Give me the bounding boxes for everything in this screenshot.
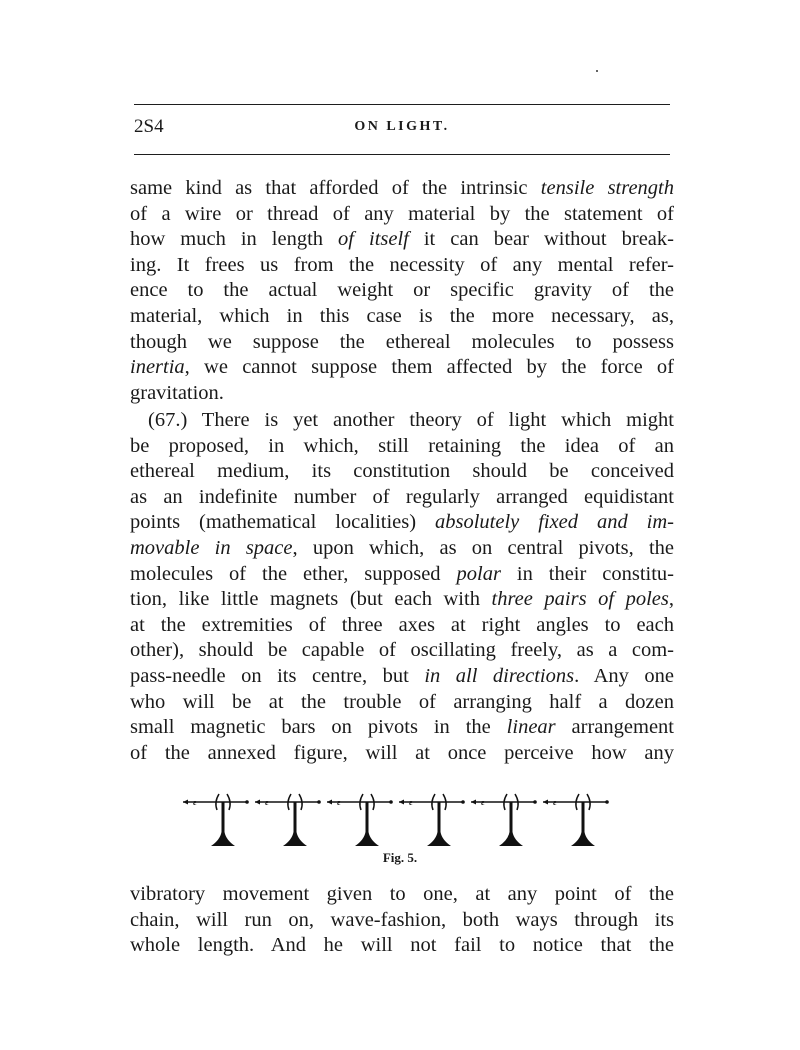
italic-text: linear [506, 716, 556, 739]
figure-caption: Fig. 5. [382, 850, 418, 865]
magnet-icon [399, 794, 465, 846]
text-run: whole length. And he will not fail to notice that the [130, 934, 674, 957]
text-run: same kind as that afforded of the intrinsic [130, 177, 541, 199]
text-run: , [668, 588, 674, 611]
text-run: vibratory movement given to one, at any point of the [130, 883, 674, 905]
paragraph-continued [130, 176, 674, 406]
text-line [130, 253, 674, 279]
text-run: tion, like little magnets (but each with [130, 588, 492, 611]
text-line [130, 510, 674, 536]
text-line [130, 715, 674, 741]
text-run: . Any one [574, 664, 674, 687]
text-line [130, 434, 674, 460]
italic-text: inertia [130, 356, 185, 379]
text-line [130, 485, 674, 511]
text-run: of a wire or thread of any material by the statement of [130, 202, 674, 225]
text-run: (67.) There is yet another theory of light which might [148, 409, 674, 431]
text-run: , upon which, as on central pivots, the [292, 536, 674, 559]
text-line [130, 741, 674, 767]
header-rule-bottom [134, 154, 670, 155]
svg-text:ε: ε [481, 798, 485, 807]
magnet-icon [543, 794, 609, 846]
header-rule-top [134, 104, 670, 105]
magnet-chain-illustration [175, 788, 625, 848]
text-line [130, 908, 674, 934]
text-line [130, 690, 674, 716]
print-speck [596, 70, 598, 72]
italic-text: of itself [338, 228, 409, 251]
text-run: be proposed, in which, still retaining the idea of an [130, 434, 674, 457]
text-run: ing. It frees us from the necessity of any mental refer- [130, 253, 674, 276]
text-line [130, 562, 674, 588]
svg-text:ε: ε [265, 798, 269, 807]
text-line [130, 882, 674, 908]
svg-text:ε: ε [337, 798, 341, 807]
text-line [130, 664, 674, 690]
svg-text:ε: ε [409, 798, 413, 807]
page-number: 2S4 [134, 116, 164, 137]
magnet-icon [471, 794, 537, 846]
italic-text: movable in space [130, 536, 293, 559]
text-run: points (mathematical localities) [130, 511, 435, 534]
page-header [134, 116, 670, 142]
svg-text:ε: ε [553, 798, 557, 807]
text-run: ence to the actual weight or specific gravity of the [130, 279, 674, 302]
text-run: though we suppose the ethereal molecules to possess [130, 330, 674, 353]
text-run: arrangement [555, 716, 674, 739]
text-run: chain, will run on, wave-fashion, both ways through its [130, 908, 674, 931]
text-run: material, which in this case is the more necessary, as, [130, 304, 674, 327]
text-line [130, 176, 674, 202]
italic-text: three pairs of poles [491, 588, 669, 611]
text-run: of the annexed figure, will at once perceive how any [130, 741, 674, 764]
text-line [130, 587, 674, 613]
svg-text:ε: ε [193, 798, 197, 807]
italic-text: tensile strength [540, 177, 674, 199]
text-run: it can bear without break- [408, 228, 674, 251]
text-run: ethereal medium, its constitution should be conceived [130, 460, 674, 483]
italic-text: absolutely fixed and im- [435, 511, 674, 534]
text-run: pass-needle on its centre, but [130, 664, 425, 687]
text-run: how much in length [130, 228, 339, 251]
text-line [130, 278, 674, 304]
magnet-icon [255, 794, 321, 846]
text-run: at the extremities of three axes at right angles to each [130, 613, 674, 636]
text-line [130, 933, 674, 959]
magnet-icon [327, 794, 393, 846]
text-line [130, 304, 674, 330]
text-line [130, 459, 674, 485]
text-run: as an indefinite number of regularly arranged equidistant [130, 485, 674, 508]
magnet-icon [183, 794, 249, 846]
text-run: molecules of the ether, supposed [130, 562, 457, 585]
text-line [130, 381, 674, 407]
running-title: ON LIGHT. [354, 119, 450, 134]
text-line [130, 536, 674, 562]
text-line [130, 355, 674, 381]
text-line [130, 408, 674, 434]
italic-text: polar [456, 562, 501, 585]
text-run: gravitation. [130, 381, 224, 404]
text-line [130, 638, 674, 664]
text-line [130, 613, 674, 639]
italic-text: in all directions [424, 664, 575, 687]
text-run: in their constitu- [500, 562, 674, 585]
paragraph-after-figure [130, 882, 674, 959]
text-run: other), should be capable of oscillating freely, as a com- [130, 639, 674, 662]
figure-magnets [175, 788, 625, 848]
text-line [130, 227, 674, 253]
text-run: small magnetic bars on pivots in the [130, 716, 507, 739]
text-run: who will be at the trouble of arranging half a dozen [130, 690, 674, 713]
text-line [130, 202, 674, 228]
paragraph-67 [130, 408, 674, 766]
text-run: , we cannot suppose them affected by the force of [184, 356, 674, 379]
text-line [130, 330, 674, 356]
